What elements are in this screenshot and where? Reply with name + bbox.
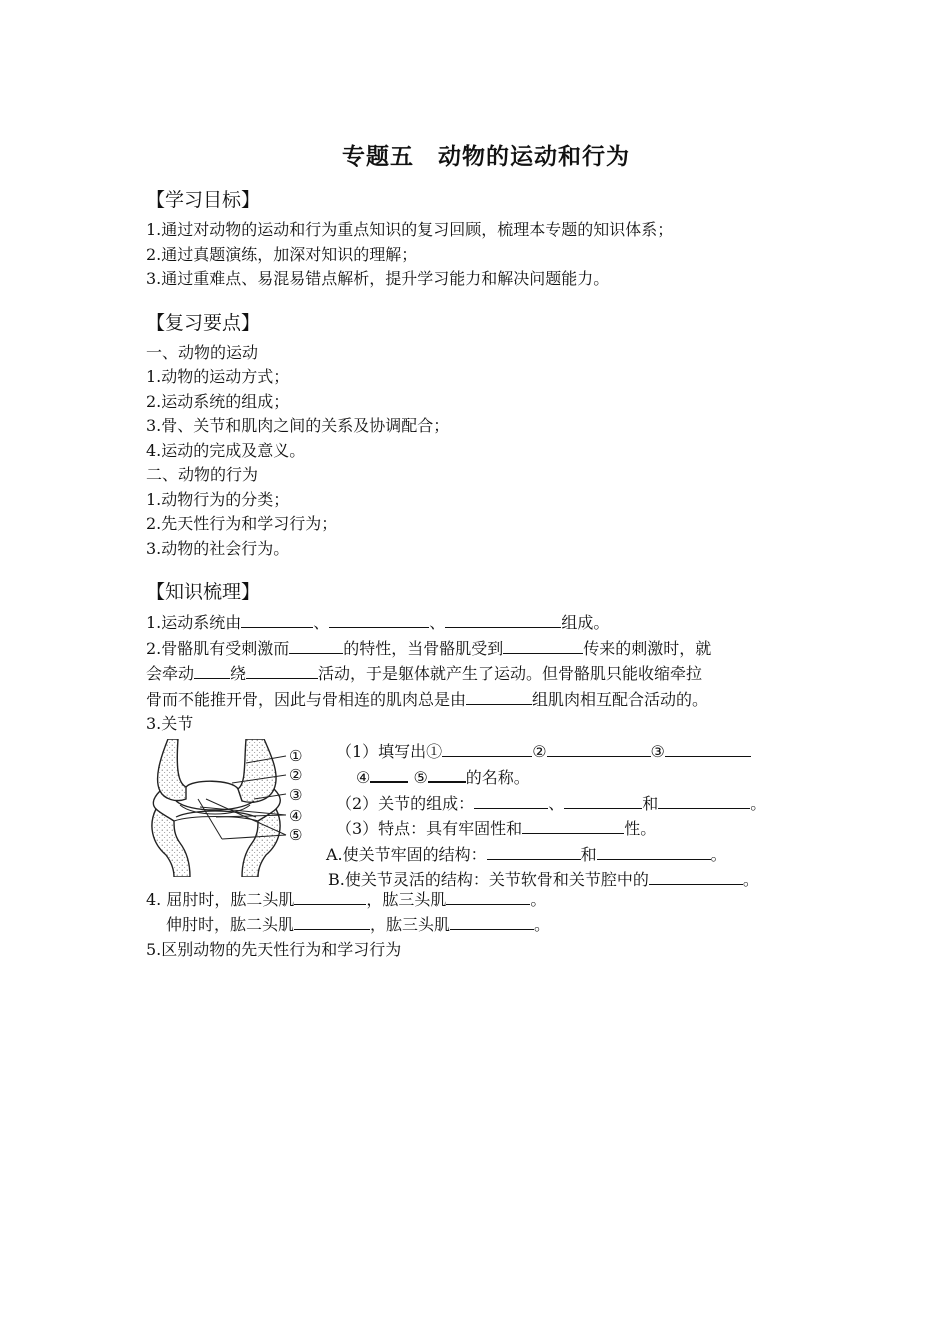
- objectives-heading: 【学习目标】: [146, 189, 261, 211]
- document-page: [146, 130, 826, 962]
- question-5: 5.区别动物的先天性行为和学习行为: [146, 939, 402, 959]
- answer-blank[interactable]: [487, 842, 581, 860]
- answer-blank[interactable]: [474, 791, 548, 809]
- label-1: ①: [289, 746, 303, 765]
- upper-bone-right: [238, 739, 276, 802]
- answer-blank[interactable]: [466, 687, 532, 705]
- review-item: 1.动物的运动方式；: [146, 367, 290, 386]
- answer-blank[interactable]: [445, 610, 561, 628]
- review-item: 3.骨、关节和肌肉之间的关系及协调配合；: [146, 416, 450, 435]
- review-item: 二、动物的行为: [146, 465, 259, 484]
- answer-blank[interactable]: [194, 661, 230, 679]
- label-5: ⑤: [289, 825, 303, 844]
- joint-q1-line-1: （1）填写出① ② ③: [326, 739, 826, 765]
- answer-blank[interactable]: [241, 610, 313, 628]
- review-item: 4.运动的完成及意义。: [146, 440, 306, 460]
- page-title: 专题五 动物的运动和行为: [342, 144, 630, 170]
- objective-item: 2.通过真题演练，加深对知识的理解；: [146, 244, 418, 264]
- answer-blank[interactable]: [329, 610, 429, 628]
- answer-blank[interactable]: [649, 867, 743, 885]
- knowledge-heading: 【知识梳理】: [146, 581, 261, 603]
- answer-blank[interactable]: [370, 764, 408, 783]
- answer-blank[interactable]: [658, 791, 750, 809]
- review-heading: 【复习要点】: [146, 311, 261, 334]
- joint-question: [146, 739, 826, 887]
- answer-blank[interactable]: [450, 912, 534, 930]
- review-item: 2.运动系统的组成；: [146, 391, 290, 411]
- review-item: 2.先天性行为和学习行为；: [146, 514, 338, 533]
- question-2-line-1: 2.骨骼肌有受刺激而 的特性，当骨骼肌受到 传来的刺激时，就: [146, 636, 826, 662]
- joint-questions: [326, 739, 826, 893]
- label-2: ②: [289, 765, 303, 784]
- answer-blank[interactable]: [522, 816, 624, 834]
- answer-blank[interactable]: [564, 791, 642, 809]
- question-1: 1.运动系统由 、 、 组成。: [146, 610, 826, 636]
- answer-blank[interactable]: [289, 636, 343, 654]
- joint-q2: （2）关节的组成： 、 和 。: [326, 791, 826, 817]
- answer-blank[interactable]: [665, 739, 751, 757]
- upper-bone-left: [158, 739, 186, 801]
- joint-diagram: [146, 739, 321, 877]
- objective-item: 3.通过重难点、易混易错点解析，提升学习能力和解决问题能力。: [146, 269, 610, 288]
- question-4-line-2: 伸肘时，肱二头肌 ，肱三头肌 。: [146, 912, 826, 938]
- question-2-line-3: 骨而不能推开骨，因此与骨相连的肌肉总是由 组肌肉相互配合活动的。: [146, 687, 826, 713]
- lower-bone-left: [152, 809, 190, 877]
- joint-q3-b: B.使关节灵活的结构：关节软骨和关节腔中的 。: [326, 867, 826, 893]
- joint-q3: （3）特点：具有牢固性和 性。: [326, 816, 826, 842]
- answer-blank[interactable]: [547, 739, 651, 757]
- answer-blank[interactable]: [294, 912, 370, 930]
- answer-blank[interactable]: [597, 842, 711, 860]
- question-3-heading: 3.关节: [146, 714, 194, 733]
- question-4-line-1: 4. 屈肘时，肱二头肌 ，肱三头肌 。: [146, 887, 826, 913]
- question-2-line-2: 会牵动 绕 活动，于是躯体就产生了运动。但骨骼肌只能收缩牵拉: [146, 661, 826, 687]
- answer-blank[interactable]: [442, 739, 532, 757]
- label-3: ③: [289, 785, 303, 804]
- review-item: 一、动物的运动: [146, 342, 259, 362]
- answer-blank[interactable]: [428, 764, 466, 783]
- objective-item: 1.通过对动物的运动和行为重点知识的复习回顾，梳理本专题的知识体系；: [146, 220, 674, 239]
- review-item: 3.动物的社会行为。: [146, 538, 290, 558]
- answer-blank[interactable]: [246, 661, 318, 679]
- joint-q1-line-2: ④ ⑤ 的名称。: [326, 764, 826, 791]
- bone-head: [186, 781, 238, 789]
- review-item: 1.动物行为的分类；: [146, 489, 290, 509]
- label-4: ④: [289, 806, 303, 825]
- answer-blank[interactable]: [503, 636, 583, 654]
- joint-q3-a: A.使关节牢固的结构： 和 。: [326, 842, 826, 868]
- lower-bone-right: [242, 809, 280, 877]
